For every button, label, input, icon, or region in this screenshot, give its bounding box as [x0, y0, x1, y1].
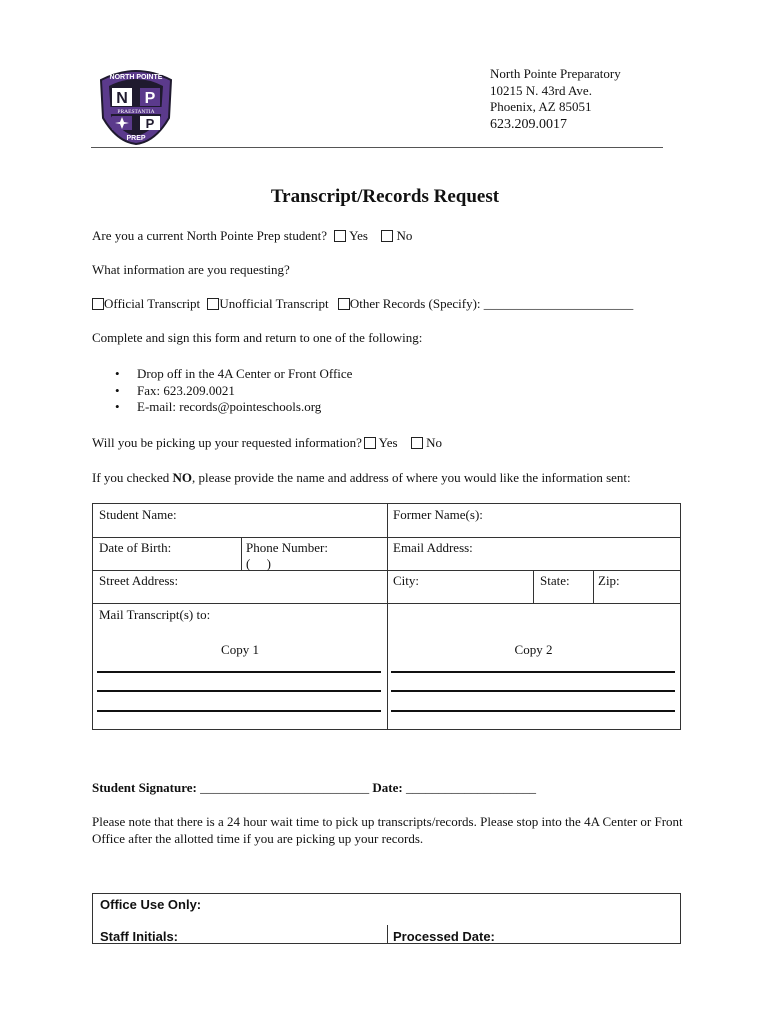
state-field[interactable]: State:	[540, 573, 570, 588]
office-divider	[387, 925, 388, 944]
office-use-box	[92, 893, 681, 944]
table-col-divider	[241, 537, 242, 570]
mailing-info-table	[92, 503, 681, 730]
copy1-address-line[interactable]	[97, 671, 381, 673]
current-student-yes-checkbox[interactable]	[334, 230, 346, 242]
zip-field[interactable]: Zip:	[598, 573, 620, 588]
email-address-field[interactable]: Email Address:	[393, 540, 473, 555]
city-field[interactable]: City:	[393, 573, 420, 588]
pickup-yes-label: Yes	[378, 435, 398, 450]
current-student-no-checkbox[interactable]	[381, 230, 393, 242]
date-of-birth-field[interactable]: Date of Birth:	[99, 540, 172, 555]
logo-top-text: NORTH POINTE	[109, 74, 163, 81]
if-no-instructions	[92, 470, 631, 486]
school-city-state-zip: Phoenix, AZ 85051	[490, 99, 592, 114]
return-methods-list	[92, 366, 352, 416]
school-logo	[95, 66, 177, 146]
table-col-divider	[533, 570, 534, 603]
signature-row	[92, 780, 536, 796]
official-transcript-checkbox[interactable]	[92, 298, 104, 310]
processed-date-label: Processed Date:	[393, 929, 495, 944]
street-address-field[interactable]: Street Address:	[99, 573, 179, 588]
page-title: Transcript/Records Request	[270, 186, 500, 207]
table-col-divider	[387, 504, 388, 729]
copy1-label: Copy 1	[221, 642, 259, 657]
signature-date-line[interactable]: ____________________	[405, 780, 536, 795]
pickup-no-checkbox[interactable]	[411, 437, 423, 449]
pickup-question-row	[92, 435, 442, 451]
signature-label: Student Signature:	[92, 780, 197, 795]
other-records-checkbox[interactable]	[338, 298, 350, 310]
return-method-item: • Fax: 623.209.0021	[92, 383, 352, 400]
copy1-address-line[interactable]	[97, 710, 381, 712]
copy2-address-line[interactable]	[391, 690, 675, 692]
return-instructions: Complete and sign this form and return to one of the following:	[92, 330, 423, 345]
table-col-divider	[593, 570, 594, 603]
logo-left-letter: N	[116, 90, 128, 107]
school-phone: 623.209.0017	[490, 116, 567, 132]
phone-number-label: Phone Number:	[246, 540, 328, 555]
other-records-label: Other Records (Specify): _______________________	[349, 296, 634, 311]
staff-initials-label: Staff Initials:	[100, 929, 179, 944]
copy1-address-line[interactable]	[97, 690, 381, 692]
wait-time-note: Please note that there is a 24 hour wait time to pick up transcripts/records. Please stop into the 4A Center or Front Office after the allotted time if you are picking up your records.	[92, 814, 683, 846]
if-no-bold: NO	[172, 470, 192, 485]
school-name: North Pointe Preparatory	[490, 66, 621, 81]
school-address	[490, 66, 621, 133]
school-street: 10215 N. 43rd Ave.	[490, 82, 592, 98]
pickup-yes-checkbox[interactable]	[364, 437, 376, 449]
copy2-address-line[interactable]	[391, 671, 675, 673]
current-student-question: Are you a current North Pointe Prep student?	[92, 228, 328, 243]
signature-line[interactable]: __________________________	[200, 780, 370, 795]
current-student-no-label: No	[396, 228, 413, 243]
signature-date-label: Date:	[372, 780, 403, 795]
info-requested-question: What information are you requesting?	[92, 262, 290, 277]
if-no-suffix: , please provide the name and address of where you would like the information sent:	[192, 470, 631, 485]
current-student-question-row	[92, 228, 412, 244]
office-use-title: Office Use Only:	[100, 897, 202, 912]
phone-number-field[interactable]	[246, 540, 328, 572]
current-student-yes-label: Yes	[349, 228, 368, 243]
logo-right-letter-lower: P	[145, 116, 155, 131]
student-name-field[interactable]: Student Name:	[99, 507, 177, 522]
return-method-item: • E-mail: records@pointeschools.org	[92, 399, 352, 416]
former-names-field[interactable]: Former Name(s):	[393, 507, 483, 522]
logo-motto: PRAESTANTIA	[117, 109, 155, 115]
mail-transcripts-label: Mail Transcript(s) to:	[99, 607, 211, 622]
official-transcript-label: Official Transcript	[104, 296, 201, 311]
copy2-label: Copy 2	[514, 642, 553, 657]
if-no-prefix: If you checked	[92, 470, 173, 485]
logo-bottom-text: PREP	[126, 135, 146, 142]
phone-area-code: ( )	[246, 556, 271, 571]
pickup-no-label: No	[426, 435, 442, 450]
unofficial-transcript-label: Unofficial Transcript	[219, 296, 329, 311]
pickup-question: Will you be picking up your requested information?	[92, 435, 362, 450]
unofficial-transcript-checkbox[interactable]	[207, 298, 219, 310]
request-options-row	[92, 296, 633, 312]
return-method-item: • Drop off in the 4A Center or Front Office	[92, 366, 352, 383]
header-divider	[91, 147, 663, 148]
logo-right-letter: P	[144, 90, 156, 107]
copy2-address-line[interactable]	[391, 710, 675, 712]
